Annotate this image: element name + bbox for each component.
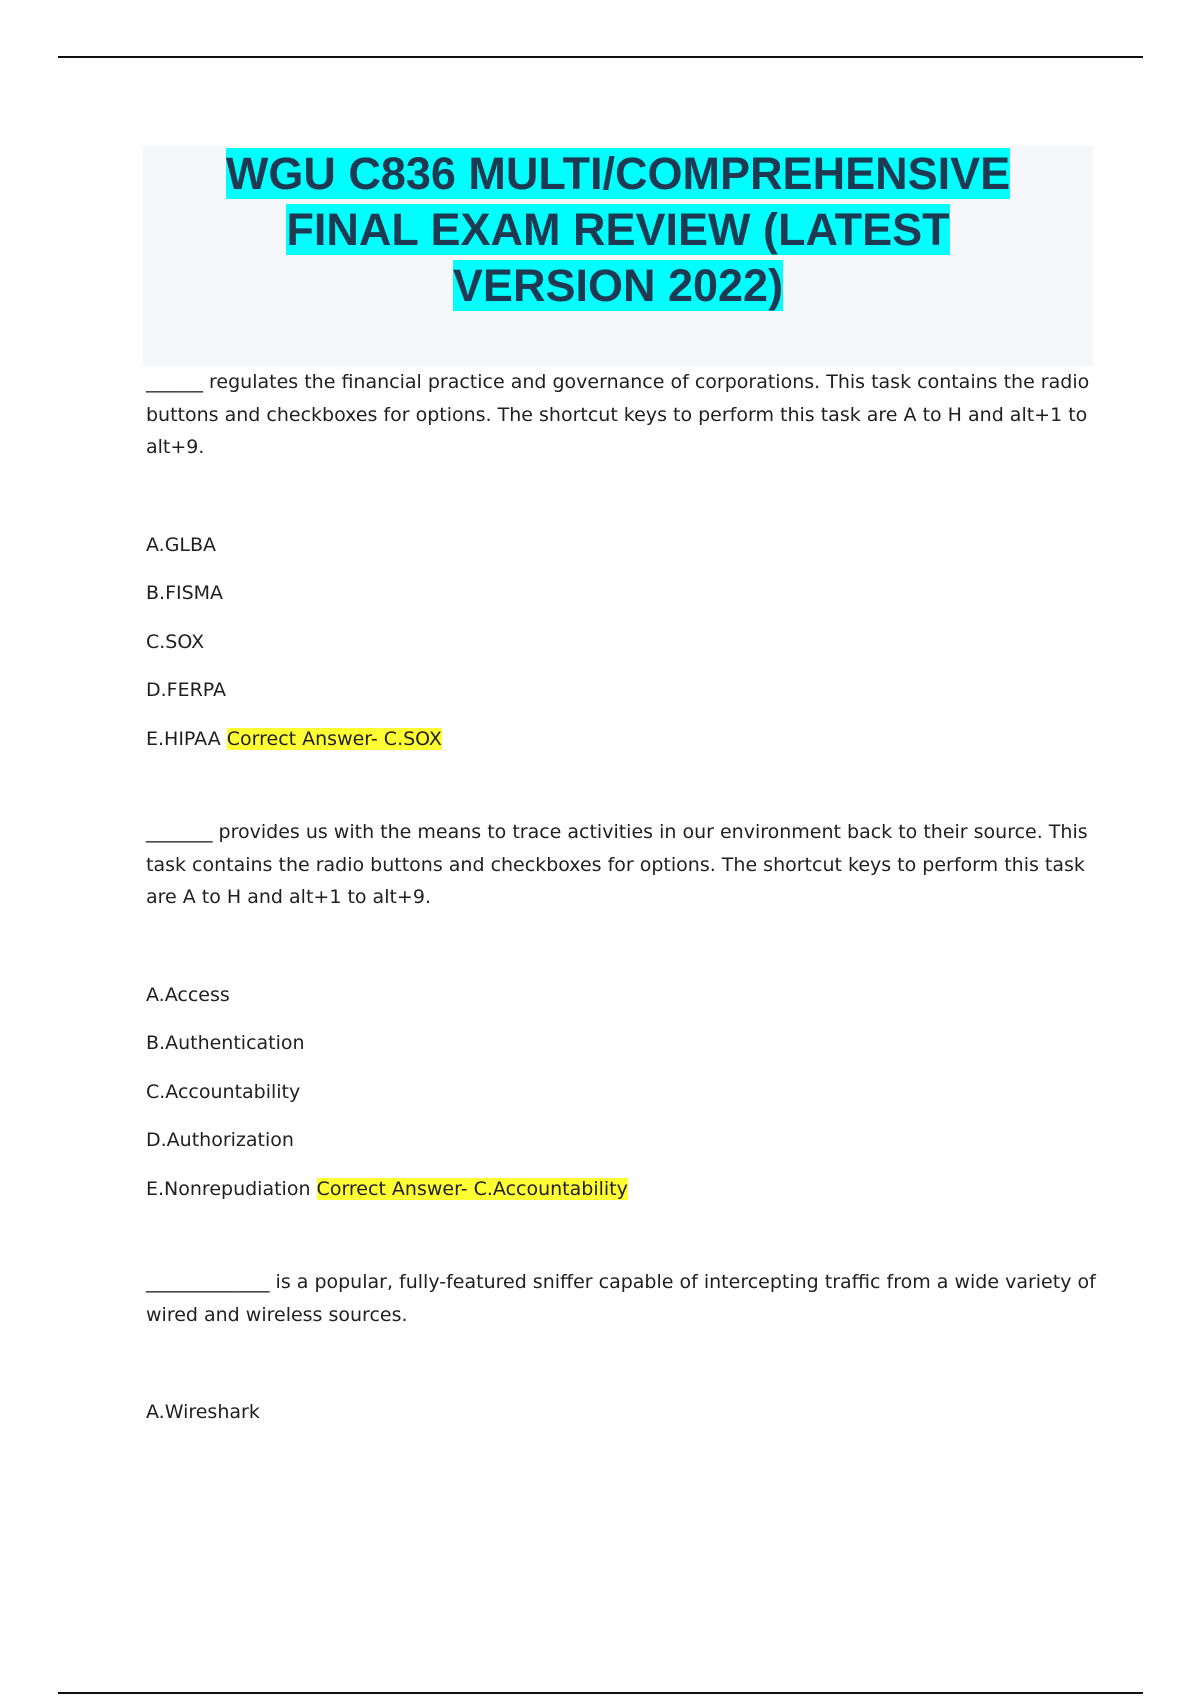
title-line-2: FINAL EXAM REVIEW (LATEST <box>286 204 950 255</box>
title-line-1: WGU C836 MULTI/COMPREHENSIVE <box>225 148 1011 199</box>
question-1-option-c: C.SOX <box>146 630 205 653</box>
question-2-option-b: B.Authentication <box>146 1032 305 1054</box>
question-2-option-e <box>146 1165 1096 1214</box>
question-1-option-d: D.FERPA <box>146 679 227 701</box>
question-1-correct-answer: Correct Answer- C.SOX <box>226 727 442 750</box>
question-1-text: ______ regulates the financial practice and governance of corporations. This task contains the radio buttons and checkboxes for options. The shortcut keys to perform this task are A to H and alt+1 to alt+9. <box>146 371 1090 458</box>
question-1-option-a: A.GLBA <box>146 533 217 556</box>
title-block <box>143 146 1093 366</box>
question-2-option-e-label: E.Nonrepudiation <box>146 1177 311 1200</box>
question-2-option-d: D.Authorization <box>146 1129 294 1151</box>
question-1-option-e <box>146 715 1096 764</box>
top-rule <box>58 56 1143 58</box>
question-3-option-a: A.Wireshark <box>146 1401 260 1423</box>
question-2-correct-answer: Correct Answer- C.Accountability <box>316 1177 628 1200</box>
question-1-option-e-label: E.HIPAA <box>146 727 221 750</box>
title-line-3: VERSION 2022) <box>452 260 784 311</box>
document-body <box>146 366 1096 1437</box>
question-1-option-b: B.FISMA <box>146 582 224 604</box>
question-2-option-c: C.Accountability <box>146 1080 301 1103</box>
question-3-text: _____________ is a popular, fully-featured sniffer capable of intercepting traffic from a wide variety of wired and wireless sources. <box>146 1271 1096 1326</box>
question-2-option-a: A.Access <box>146 983 230 1006</box>
bottom-rule <box>58 1692 1143 1694</box>
question-2-text: _______ provides us with the means to trace activities in our environment back to their source. This task contains the radio buttons and checkboxes for options. The shortcut keys to perform this task are A to H and alt+1 to alt+9. <box>146 821 1088 908</box>
